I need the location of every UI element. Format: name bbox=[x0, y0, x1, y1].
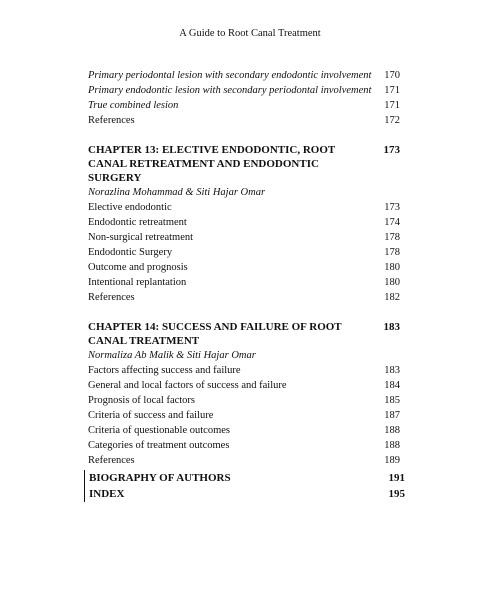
toc-entry[interactable] bbox=[88, 200, 400, 215]
toc-entry-page: 174 bbox=[384, 217, 400, 228]
toc-entry[interactable] bbox=[88, 230, 400, 245]
toc-entry-page: 182 bbox=[384, 292, 400, 303]
toc-entry-label: Primary endodontic lesion with secondary periodontal involvement bbox=[88, 85, 372, 96]
toc-entry[interactable] bbox=[88, 378, 400, 393]
toc-entry[interactable] bbox=[88, 290, 400, 305]
chapter-14-authors: Normaliza Ab Malik & Siti Hajar Omar bbox=[88, 350, 256, 361]
toc-entry[interactable] bbox=[88, 83, 400, 98]
toc-entry-label: Elective endodontic bbox=[88, 202, 172, 213]
toc-entry[interactable] bbox=[88, 260, 400, 275]
toc-entry-page: 189 bbox=[384, 455, 400, 466]
toc-entry-label: Intentional replantation bbox=[88, 277, 187, 288]
toc-entry-page: 173 bbox=[384, 202, 400, 213]
toc-entry[interactable] bbox=[88, 245, 400, 260]
toc-entry[interactable] bbox=[88, 68, 400, 83]
toc-entry-page: 170 bbox=[384, 70, 400, 81]
toc-entry-index[interactable] bbox=[89, 486, 405, 502]
chapter-14-title: CHAPTER 14: SUCCESS AND FAILURE OF ROOT CANAL TREATMENT bbox=[88, 321, 342, 347]
chapter-13-page: 173 bbox=[383, 144, 400, 156]
toc-entry[interactable] bbox=[88, 215, 400, 230]
toc-entry-label: Endodontic Surgery bbox=[88, 247, 173, 258]
toc-entry-label: Factors affecting success and failure bbox=[88, 365, 241, 376]
toc-entry-page: 178 bbox=[384, 247, 400, 258]
toc-entry-page: 188 bbox=[384, 440, 400, 451]
toc-entry[interactable] bbox=[88, 423, 400, 438]
toc-entry-label: References bbox=[88, 292, 135, 303]
toc-entry-label: General and local factors of success and failure bbox=[88, 380, 287, 391]
toc-entry-label: References bbox=[88, 455, 135, 466]
toc-entry[interactable] bbox=[88, 113, 400, 128]
toc-entry-label: INDEX bbox=[89, 488, 125, 500]
end-matter-block bbox=[84, 470, 405, 502]
toc-entry-page: 184 bbox=[384, 380, 400, 391]
toc-entry[interactable] bbox=[88, 275, 400, 290]
toc-entry[interactable] bbox=[88, 453, 400, 468]
spacer bbox=[88, 305, 400, 320]
toc-entry-label: Criteria of success and failure bbox=[88, 410, 214, 421]
toc-entry-label: True combined lesion bbox=[88, 100, 179, 111]
toc-entry-label: Criteria of questionable outcomes bbox=[88, 425, 231, 436]
toc-entry-page: 195 bbox=[388, 488, 405, 500]
toc-entry-page: 178 bbox=[384, 232, 400, 243]
toc-entry[interactable] bbox=[88, 438, 400, 453]
toc-entry-label: Prognosis of local factors bbox=[88, 395, 196, 406]
toc-entry-page: 180 bbox=[384, 277, 400, 288]
toc-entry-label: BIOGRAPHY OF AUTHORS bbox=[89, 472, 231, 484]
toc-entry-page: 185 bbox=[384, 395, 400, 406]
toc-entry-page: 180 bbox=[384, 262, 400, 273]
toc-entry[interactable] bbox=[88, 393, 400, 408]
chapter-14-page: 183 bbox=[383, 321, 400, 333]
table-of-contents bbox=[88, 68, 400, 468]
toc-entry-page: 187 bbox=[384, 410, 400, 421]
toc-entry[interactable] bbox=[88, 363, 400, 378]
chapter-13-title: CHAPTER 13: ELECTIVE ENDODONTIC, ROOT CANAL RETREATMENT AND ENDODONTIC SURGERY bbox=[88, 144, 336, 184]
toc-entry-page: 188 bbox=[384, 425, 400, 436]
chapter-13-authors: Norazlina Mohammad & Siti Hajar Omar bbox=[88, 187, 266, 198]
toc-entry-biography[interactable] bbox=[89, 470, 405, 486]
toc-entry-page: 171 bbox=[384, 85, 400, 96]
toc-entry-label: Non-surgical retreatment bbox=[88, 232, 194, 243]
toc-entry[interactable] bbox=[88, 408, 400, 423]
spacer bbox=[88, 128, 400, 143]
chapter-13-heading[interactable] bbox=[88, 143, 400, 185]
running-header: A Guide to Root Canal Treatment bbox=[179, 28, 321, 39]
toc-entry-label: Outcome and prognosis bbox=[88, 262, 188, 273]
toc-entry-label: Categories of treatment outcomes bbox=[88, 440, 230, 451]
chapter-14-heading[interactable] bbox=[88, 320, 400, 348]
toc-entry-label: Endodontic retreatment bbox=[88, 217, 187, 228]
toc-entry-page: 183 bbox=[384, 365, 400, 376]
toc-entry-label: References bbox=[88, 115, 135, 126]
toc-entry-label: Primary periodontal lesion with secondary endodontic involvement bbox=[88, 70, 372, 81]
toc-entry-page: 171 bbox=[384, 100, 400, 111]
toc-entry-page: 172 bbox=[384, 115, 400, 126]
toc-entry[interactable] bbox=[88, 98, 400, 113]
toc-entry-page: 191 bbox=[388, 472, 405, 484]
